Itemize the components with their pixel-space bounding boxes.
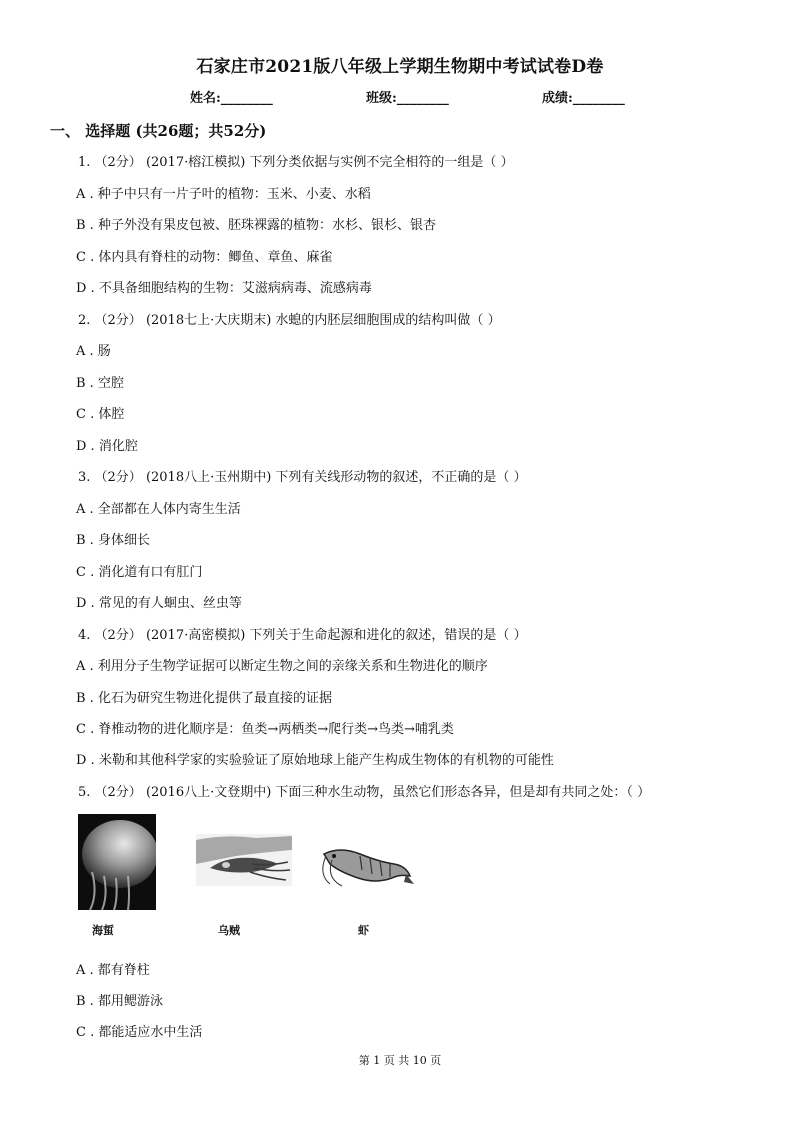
question-3-stem: 3. （2分） (2018八上·玉州期中) 下列有关线形动物的叙述，不正确的是（ ） bbox=[78, 470, 527, 485]
question-3-option-b: B . 身体细长 bbox=[76, 533, 150, 548]
question-3-option-c: C . 消化道有口有肛门 bbox=[76, 565, 203, 580]
question-4-option-b: B . 化石为研究生物进化提供了最直接的证据 bbox=[76, 691, 332, 706]
question-2-option-c: C . 体腔 bbox=[76, 407, 125, 422]
question-3-option-d: D . 常见的有人蛔虫、丝虫等 bbox=[76, 596, 242, 611]
question-2-option-a: A . 肠 bbox=[76, 344, 111, 359]
question-2-option-b: B . 空腔 bbox=[76, 376, 124, 391]
figure-caption-shrimp: 虾 bbox=[358, 924, 369, 937]
question-1-stem: 1. （2分） (2017·榕江模拟) 下列分类依据与实例不完全相符的一组是（ ） bbox=[78, 155, 514, 170]
jellyfish-icon bbox=[78, 814, 156, 914]
score-field: 成绩:________ bbox=[542, 91, 625, 106]
question-5-option-b: B . 都用鳃游泳 bbox=[76, 994, 163, 1009]
question-4-stem: 4. （2分） (2017·高密模拟) 下列关于生命起源和进化的叙述，错误的是（ ） bbox=[78, 628, 527, 643]
question-5-option-c: C . 都能适应水中生活 bbox=[76, 1025, 203, 1040]
class-field: 班级:________ bbox=[366, 91, 449, 106]
page-footer: 第 1 页 共 10 页 bbox=[358, 1054, 442, 1067]
question-1-option-d: D . 不具备细胞结构的生物：艾滋病病毒、流感病毒 bbox=[76, 281, 372, 296]
question-1-option-a: A . 种子中只有一片子叶的植物：玉米、小麦、水稻 bbox=[76, 187, 371, 202]
squid-icon bbox=[196, 834, 292, 890]
question-5-option-a: A . 都有脊柱 bbox=[76, 963, 150, 978]
question-1-option-c: C . 体内具有脊柱的动物：鲫鱼、章鱼、麻雀 bbox=[76, 250, 333, 265]
page-title: 石家庄市2021版八年级上学期生物期中考试试卷D卷 bbox=[196, 57, 604, 77]
question-1-option-b: B . 种子外没有果皮包被、胚珠裸露的植物：水杉、银杉、银杏 bbox=[76, 218, 436, 233]
figure-caption-squid: 乌贼 bbox=[218, 924, 240, 937]
question-2-option-d: D . 消化腔 bbox=[76, 439, 138, 454]
question-4-option-a: A . 利用分子生物学证据可以断定生物之间的亲缘关系和生物进化的顺序 bbox=[76, 659, 488, 674]
question-2-stem: 2. （2分） (2018七上·大庆期末) 水螅的内胚层细胞围成的结构叫做（ ） bbox=[78, 313, 501, 328]
question-4-option-c: C . 脊椎动物的进化顺序是：鱼类→两栖类→爬行类→鸟类→哺乳类 bbox=[76, 722, 454, 737]
question-5-figure bbox=[76, 814, 436, 944]
figure-caption-jellyfish: 海蜇 bbox=[92, 924, 114, 937]
section-heading: 一、 选择题 (共26题；共52分) bbox=[50, 122, 267, 140]
question-3-option-a: A . 全部都在人体内寄生生活 bbox=[76, 502, 241, 517]
question-5-stem: 5. （2分） (2016八上·文登期中) 下面三种水生动物，虽然它们形态各异，但是却有共同之处：（ ） bbox=[78, 785, 651, 800]
shrimp-icon bbox=[320, 844, 416, 896]
question-4-option-d: D . 米勒和其他科学家的实验验证了原始地球上能产生构成生物体的有机物的可能性 bbox=[76, 753, 554, 768]
student-info-row bbox=[0, 87, 800, 107]
name-field: 姓名:________ bbox=[190, 91, 273, 106]
